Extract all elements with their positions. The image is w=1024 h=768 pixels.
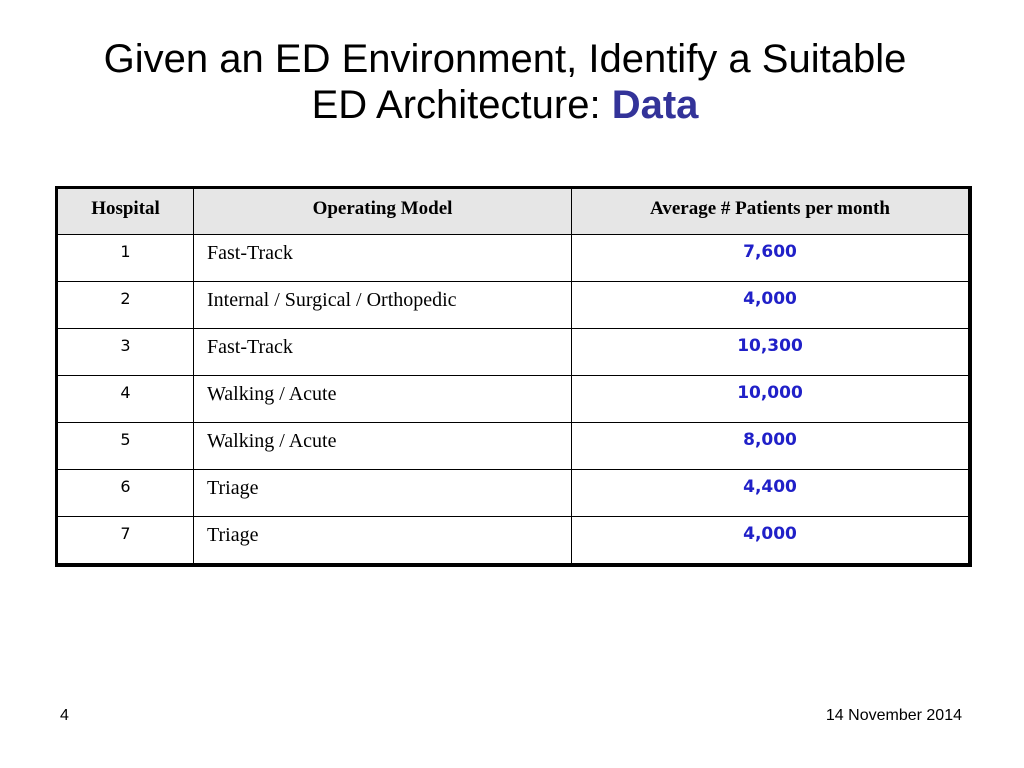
- cell-operating-model: Internal / Surgical / Orthopedic: [194, 282, 572, 329]
- slide-title-line-2-text: ED Architecture:: [311, 83, 612, 127]
- slide-title-line-1: Given an ED Environment, Identify a Suitable: [103, 37, 907, 81]
- slide-page-number: 4: [60, 707, 69, 724]
- header-hospital: Hospital: [58, 189, 194, 235]
- cell-average-patients: 10,000: [572, 376, 969, 423]
- cell-operating-model: Triage: [194, 470, 572, 517]
- slide-title: [0, 36, 1010, 128]
- table-row: [58, 235, 969, 282]
- slide-date: 14 November 2014: [825, 707, 962, 724]
- cell-hospital: 6: [58, 470, 194, 517]
- table-row: [58, 423, 969, 470]
- hospital-data-table: [55, 186, 972, 567]
- cell-operating-model: Walking / Acute: [194, 423, 572, 470]
- cell-hospital: 1: [58, 235, 194, 282]
- cell-operating-model: Triage: [194, 517, 572, 564]
- table-row: [58, 282, 969, 329]
- cell-average-patients: 4,400: [572, 470, 969, 517]
- cell-hospital: 4: [58, 376, 194, 423]
- data-table: [57, 188, 969, 564]
- cell-hospital: 3: [58, 329, 194, 376]
- cell-operating-model: Fast-Track: [194, 329, 572, 376]
- header-operating-model: Operating Model: [194, 189, 572, 235]
- cell-hospital: 2: [58, 282, 194, 329]
- slide-title-line-2: [0, 82, 1010, 128]
- cell-average-patients: 10,300: [572, 329, 969, 376]
- table-row: [58, 517, 969, 564]
- cell-average-patients: 8,000: [572, 423, 969, 470]
- cell-operating-model: Fast-Track: [194, 235, 572, 282]
- cell-average-patients: 4,000: [572, 517, 969, 564]
- slide-title-accent: Data: [611, 83, 699, 127]
- table-row: [58, 376, 969, 423]
- cell-hospital: 5: [58, 423, 194, 470]
- cell-operating-model: Walking / Acute: [194, 376, 572, 423]
- cell-average-patients: 4,000: [572, 282, 969, 329]
- cell-average-patients: 7,600: [572, 235, 969, 282]
- table-row: [58, 329, 969, 376]
- header-average-patients: Average # Patients per month: [572, 189, 969, 235]
- table-header-row: [58, 189, 969, 235]
- table-row: [58, 470, 969, 517]
- cell-hospital: 7: [58, 517, 194, 564]
